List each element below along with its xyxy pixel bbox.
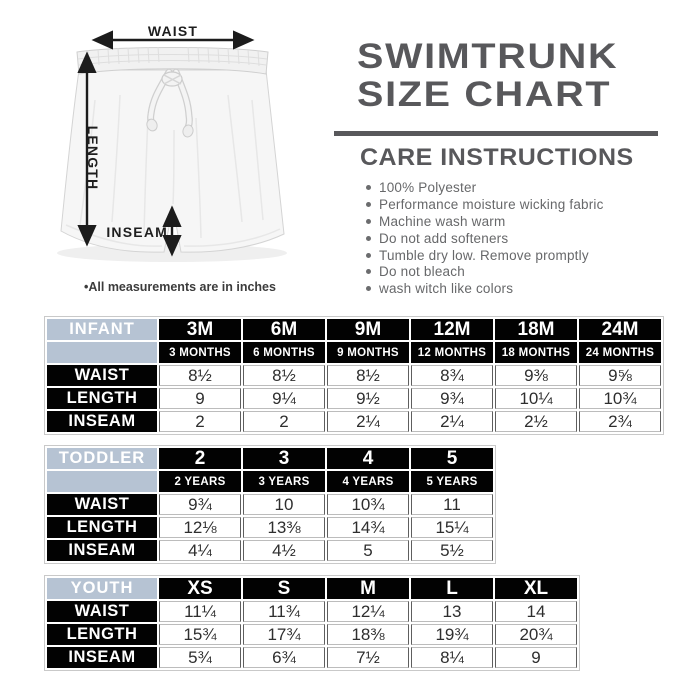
- size-header-cell: 9M: [327, 319, 409, 340]
- measurement-value-cell: 12⅛: [159, 517, 241, 538]
- measurement-value-cell: 14¾: [327, 517, 409, 538]
- measurement-value-cell: 17¾: [243, 624, 325, 645]
- measurement-value-cell: 2¾: [579, 411, 661, 432]
- measurement-value-cell: 9¾: [411, 388, 493, 409]
- title-divider: [334, 131, 658, 136]
- measurement-value-cell: 9¼: [243, 388, 325, 409]
- measurement-value-cell: 11¾: [243, 601, 325, 622]
- row-label-cell: LENGTH: [47, 517, 157, 538]
- measurement-value-cell: 8¼: [411, 647, 493, 668]
- care-instruction-text: Do not add softeners: [379, 230, 509, 246]
- group-label-cell: INFANT: [47, 319, 157, 340]
- care-instruction-text: Performance moisture wicking fabric: [379, 196, 604, 212]
- size-header-cell: 12M: [411, 319, 493, 340]
- measurement-value-cell: 7½: [327, 647, 409, 668]
- care-instruction-item: [366, 280, 604, 297]
- row-label-cell: INSEAM: [47, 540, 157, 561]
- care-instruction-text: Tumble dry low. Remove promptly: [379, 247, 589, 263]
- measurement-value-cell: 8½: [327, 365, 409, 386]
- care-instruction-text: Do not bleach: [379, 264, 465, 280]
- measurement-value-cell: 9: [495, 647, 577, 668]
- size-header-cell: 3M: [159, 319, 241, 340]
- measurement-value-cell: 15¼: [411, 517, 493, 538]
- bullet-icon: [366, 286, 371, 291]
- waist-measure-label: WAIST: [147, 23, 199, 39]
- care-instruction-text: 100% Polyester: [379, 179, 477, 195]
- size-header-cell: 6M: [243, 319, 325, 340]
- measurement-value-cell: 8½: [159, 365, 241, 386]
- size-subtitle-cell: 24 MONTHS: [579, 342, 661, 363]
- measurement-value-cell: 9¾: [159, 494, 241, 515]
- size-subtitle-cell: 9 MONTHS: [327, 342, 409, 363]
- size-subtitle-cell: 12 MONTHS: [411, 342, 493, 363]
- size-subtitle-cell: 6 MONTHS: [243, 342, 325, 363]
- size-header-cell: 18M: [495, 319, 577, 340]
- measurement-value-cell: 8½: [243, 365, 325, 386]
- care-instruction-item: [366, 263, 604, 280]
- measurement-value-cell: 13: [411, 601, 493, 622]
- measurement-value-cell: 18⅜: [327, 624, 409, 645]
- row-label-cell: LENGTH: [47, 388, 157, 409]
- bullet-icon: [366, 219, 371, 224]
- swim-trunks-illustration: [0, 0, 340, 300]
- size-header-cell: XL: [495, 578, 577, 599]
- group-label-cell: TODDLER: [47, 448, 157, 469]
- measurement-value-cell: 9½: [327, 388, 409, 409]
- inseam-measure-label: INSEAM: [106, 224, 168, 240]
- size-table-youth: [44, 575, 580, 671]
- measurements-note: •All measurements are in inches: [84, 280, 276, 294]
- measurement-value-cell: 14: [495, 601, 577, 622]
- measurement-value-cell: 4¼: [159, 540, 241, 561]
- measurement-value-cell: 12¼: [327, 601, 409, 622]
- row-label-cell: WAIST: [47, 494, 157, 515]
- care-instruction-text: wash witch like colors: [379, 281, 514, 297]
- care-instruction-item: [366, 179, 604, 196]
- measurement-value-cell: 8¾: [411, 365, 493, 386]
- size-header-cell: 3: [243, 448, 325, 469]
- size-subtitle-cell: 18 MONTHS: [495, 342, 577, 363]
- size-subtitle-cell: 3 YEARS: [243, 471, 325, 492]
- group-empty-cell: [47, 342, 157, 363]
- measurement-value-cell: 6¾: [243, 647, 325, 668]
- size-subtitle-cell: 5 YEARS: [411, 471, 493, 492]
- measurement-value-cell: 4½: [243, 540, 325, 561]
- measurement-value-cell: 2¼: [327, 411, 409, 432]
- row-label-cell: WAIST: [47, 365, 157, 386]
- care-instruction-item: [366, 196, 604, 213]
- care-instruction-text: Machine wash warm: [379, 213, 506, 229]
- row-label-cell: INSEAM: [47, 647, 157, 668]
- size-header-cell: 4: [327, 448, 409, 469]
- size-header-cell: 5: [411, 448, 493, 469]
- bullet-icon: [366, 269, 371, 274]
- group-label-cell: YOUTH: [47, 578, 157, 599]
- measurement-value-cell: 10¾: [327, 494, 409, 515]
- size-header-cell: S: [243, 578, 325, 599]
- measurement-value-cell: 11: [411, 494, 493, 515]
- measurement-value-cell: 20¾: [495, 624, 577, 645]
- title-line-1: SWIMTRUNK: [357, 37, 619, 76]
- size-header-cell: 24M: [579, 319, 661, 340]
- care-instructions-heading: CARE INSTRUCTIONS: [360, 144, 634, 171]
- measurement-value-cell: 5: [327, 540, 409, 561]
- size-header-cell: 2: [159, 448, 241, 469]
- care-instruction-item: [366, 213, 604, 230]
- measurement-value-cell: 5½: [411, 540, 493, 561]
- measurement-value-cell: 5¾: [159, 647, 241, 668]
- care-instructions-list: [366, 179, 604, 297]
- measurement-value-cell: 2: [159, 411, 241, 432]
- bullet-icon: [366, 236, 371, 241]
- measurement-value-cell: 2¼: [411, 411, 493, 432]
- size-subtitle-cell: 2 YEARS: [159, 471, 241, 492]
- bullet-icon: [366, 202, 371, 207]
- measurement-value-cell: 9⅜: [495, 365, 577, 386]
- measurement-value-cell: 10¼: [495, 388, 577, 409]
- measurement-value-cell: 15¾: [159, 624, 241, 645]
- measurement-value-cell: 10¾: [579, 388, 661, 409]
- size-table-infant: [44, 316, 664, 435]
- size-header-cell: XS: [159, 578, 241, 599]
- bullet-icon: [366, 185, 371, 190]
- care-instruction-item: [366, 247, 604, 264]
- row-label-cell: LENGTH: [47, 624, 157, 645]
- page-title: [357, 38, 618, 114]
- measurement-value-cell: 11¼: [159, 601, 241, 622]
- title-line-2: SIZE CHART: [357, 75, 612, 114]
- size-header-cell: L: [411, 578, 493, 599]
- measurement-value-cell: 9⅝: [579, 365, 661, 386]
- bullet-icon: [366, 253, 371, 258]
- measurement-value-cell: 13⅜: [243, 517, 325, 538]
- size-subtitle-cell: 4 YEARS: [327, 471, 409, 492]
- care-instruction-item: [366, 230, 604, 247]
- size-header-cell: M: [327, 578, 409, 599]
- length-measure-label: LENGTH: [85, 125, 101, 191]
- group-empty-cell: [47, 471, 157, 492]
- row-label-cell: WAIST: [47, 601, 157, 622]
- measurement-value-cell: 19¾: [411, 624, 493, 645]
- size-subtitle-cell: 3 MONTHS: [159, 342, 241, 363]
- measurement-value-cell: 2: [243, 411, 325, 432]
- measurement-value-cell: 9: [159, 388, 241, 409]
- size-table-toddler: [44, 445, 496, 564]
- row-label-cell: INSEAM: [47, 411, 157, 432]
- measurement-value-cell: 10: [243, 494, 325, 515]
- measurement-value-cell: 2½: [495, 411, 577, 432]
